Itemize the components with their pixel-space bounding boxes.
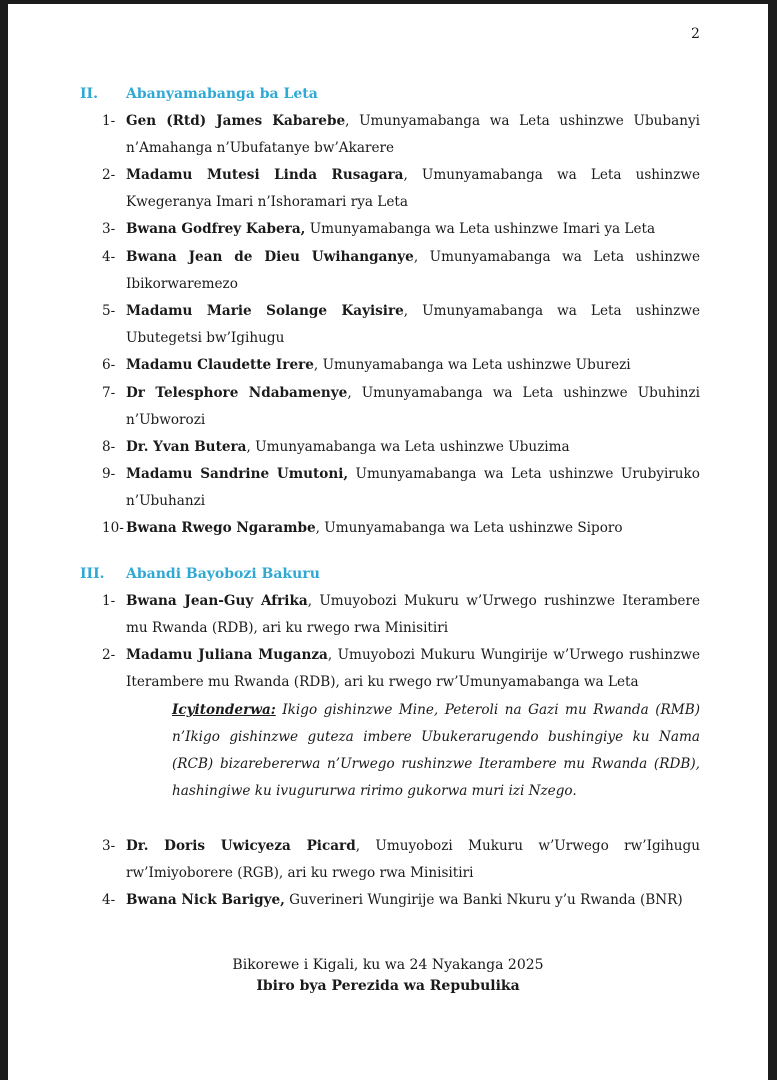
item-number: 1-	[102, 593, 116, 609]
appointee-name: Bwana Nick Barigye,	[126, 892, 285, 908]
document-page	[8, 4, 768, 1080]
note-label: Icyitonderwa	[172, 702, 271, 718]
appointee-role: , Umunyamabanga wa Leta ushinzwe Ubuzima	[246, 439, 570, 455]
appointee-name: Madamu Marie Solange Kayisire	[126, 303, 404, 319]
item-number: 6-	[102, 357, 116, 373]
appointee-name: Bwana Jean-Guy Afrika	[126, 593, 308, 609]
appointee-role: Guverineri Wungirije wa Banki Nkuru y’u Rwanda (BNR)	[284, 892, 683, 908]
item-number: 2-	[102, 647, 116, 663]
list-item	[102, 352, 700, 379]
list-item	[102, 244, 700, 298]
appointee-name: Dr. Yvan Butera	[126, 439, 247, 455]
appointee-name: Dr Telesphore Ndabamenye	[126, 385, 348, 401]
item-number: 1-	[102, 113, 116, 129]
item-number: 7-	[102, 385, 116, 401]
item-number: 5-	[102, 303, 116, 319]
list-item	[102, 833, 700, 887]
list-item	[102, 162, 700, 216]
section-title: Abandi Bayobozi Bakuru	[126, 566, 320, 582]
appointee-role: , Umunyamabanga wa Leta ushinzwe Ububanyi n’Amahanga n’Ubufatanye bw’Akarere	[126, 113, 700, 156]
note-colon: :	[270, 702, 276, 718]
item-number: 10-	[102, 520, 124, 536]
appointee-role: , Umunyamabanga wa Leta ushinzwe Ibikorwaremezo	[126, 249, 700, 292]
list-item	[102, 108, 700, 162]
appointee-name: Bwana Jean de Dieu Uwihanganye	[126, 249, 414, 265]
section-heading-iii	[80, 566, 320, 582]
page-number: 2	[691, 26, 700, 42]
section-heading-ii	[80, 86, 318, 102]
section-numeral: III.	[80, 566, 105, 582]
item-number: 2-	[102, 167, 116, 183]
appointee-role: , Umuyobozi Mukuru Wungirije w’Urwego rushinzwe Iterambere mu Rwanda (RDB), ari ku rwego rw’Umunyamabanga wa Leta	[126, 647, 700, 690]
list-item	[102, 588, 700, 642]
item-number: 3-	[102, 221, 116, 237]
section-numeral: II.	[80, 86, 98, 102]
appointee-role: , Umunyamabanga wa Leta ushinzwe Ubutegetsi bw’Igihugu	[126, 303, 701, 346]
note-text: Ikigo gishinzwe Mine, Peteroli na Gazi mu Rwanda (RMB) n’Ikigo gishinzwe guteza imbere Ubukerarugendo bushingiye ku Nama (RCB) bizarebererwa n’Urwego rushinzwe Iterambere mu Rwanda (RDB), hashingiwe ku ivugururwa ririmo gukorwa muri izi Nzego.	[172, 702, 700, 799]
appointee-role: , Umuyobozi Mukuru w’Urwego rw’Igihugu rw’Imiyoborere (RGB), ari ku rwego rwa Minisitiri	[126, 838, 700, 881]
signoff-office: Ibiro bya Perezida wa Repubulika	[256, 978, 520, 994]
appointee-role: , Umuyobozi Mukuru w’Urwego rushinzwe Iterambere mu Rwanda (RDB), ari ku rwego rwa Minisitiri	[126, 593, 700, 636]
appointee-name: Gen (Rtd) James Kabarebe	[126, 113, 346, 129]
appointee-name: Madamu Mutesi Linda Rusagara	[126, 167, 404, 183]
list-item	[102, 434, 700, 461]
appointee-role: , Umunyamabanga wa Leta ushinzwe Siporo	[315, 520, 623, 536]
section-title: Abanyamabanga ba Leta	[126, 86, 318, 102]
item-number: 4-	[102, 892, 116, 908]
item-number: 4-	[102, 249, 116, 265]
list-item	[102, 887, 700, 914]
appointee-name: Bwana Godfrey Kabera,	[126, 221, 306, 237]
item-number: 8-	[102, 439, 116, 455]
appointee-name: Dr. Doris Uwicyeza Picard	[126, 838, 356, 854]
list-item	[102, 216, 700, 243]
appointee-name: Madamu Claudette Irere	[126, 357, 314, 373]
list-item	[102, 298, 700, 352]
appointee-role: , Umunyamabanga wa Leta ushinzwe Ubuhinzi n’Ubworozi	[126, 385, 700, 428]
list-item	[102, 642, 700, 696]
appointee-role: , Umunyamabanga wa Leta ushinzwe Uburezi	[313, 357, 631, 373]
appointee-name: Bwana Rwego Ngarambe	[126, 520, 316, 536]
appointee-role: Umunyamabanga wa Leta ushinzwe Imari ya Leta	[305, 221, 656, 237]
appointee-role: Umunyamabanga wa Leta ushinzwe Urubyiruko n’Ubuhanzi	[126, 466, 700, 509]
appointee-role: , Umunyamabanga wa Leta ushinzwe Kwegeranya Imari n’Ishoramari rya Leta	[126, 167, 701, 210]
list-item	[102, 515, 700, 542]
appointee-name: Madamu Juliana Muganza	[126, 647, 328, 663]
note-paragraph	[172, 697, 700, 805]
signoff-place-date: Bikorewe i Kigali, ku wa 24 Nyakanga 2025	[232, 957, 544, 973]
appointee-name: Madamu Sandrine Umutoni,	[126, 466, 349, 482]
list-item	[102, 461, 700, 515]
list-item	[102, 380, 700, 434]
signoff	[8, 955, 768, 997]
item-number: 9-	[102, 466, 116, 482]
item-number: 3-	[102, 838, 116, 854]
